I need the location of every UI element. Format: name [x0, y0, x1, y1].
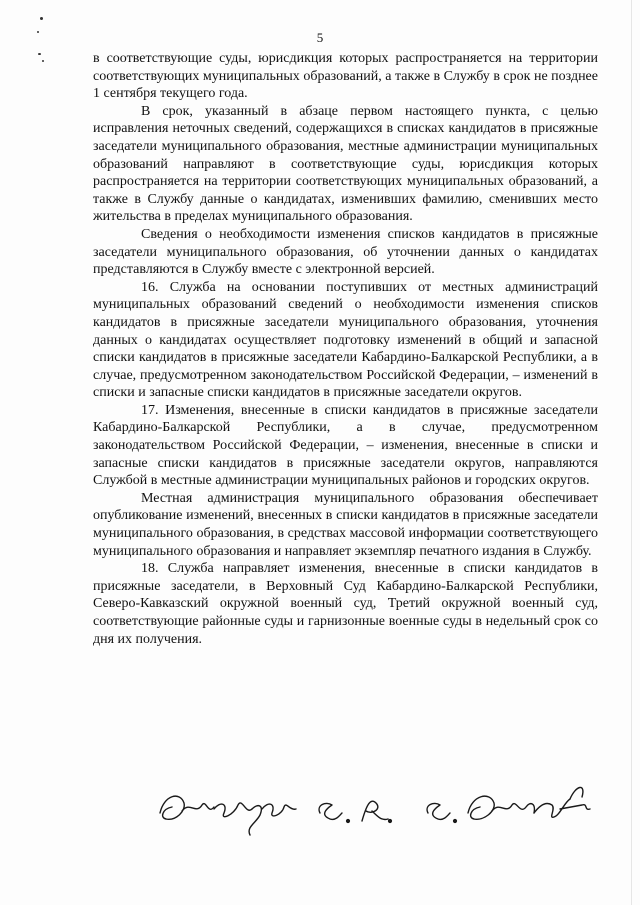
scan-speck [40, 17, 43, 20]
paragraph: 18. Служба направляет изменения, внесенные в списки кандидатов в присяжные заседатели, в Верховный Суд Кабардино-Балкарской Республики, Северо-Кавказский окружной военный суд, Третий окружной военный суд, соответствующие районные суды и гарнизонные военные суды в недельный срок со дня их получения. [93, 561, 598, 647]
scan-speck [38, 53, 41, 55]
paragraph: 16. Служба на основании поступивших от местных администраций муниципальных образований сведений о необходимости изменения списков кандидатов в присяжные заседатели муниципального образования, уточнения данных о кандидатах осуществляет подготовку изменений в общий и запасной списки кандидатов в присяжные заседатели Кабардино-Балкарской Республики, а в случае, предусмотренном законодательством Российской Федерации, – изменений в списки и запасные списки кандидатов в присяжные заседатели округов. [93, 279, 598, 401]
paragraph: В срок, указанный в абзаце первом настоящего пункта, с целью исправления неточных сведений, содержащихся в списках кандидатов в присяжные заседатели муниципального образования, местные администрации муниципальных образований направляют в соответствующие суды, юрисдикция которых распространяется на территории соответствующих муниципальных образований, а также в Службу данные о кандидатах, изменивших фамилию, сменивших место жительства в пределах муниципального образования. [93, 103, 598, 225]
paragraph: в соответствующие суды, юрисдикция которых распространяется на территории соответствующих муниципальных образований, а также в Службу в срок не позднее 1 сентября текущего года. [93, 51, 598, 102]
scan-edge [631, 0, 632, 905]
document-body [93, 50, 598, 648]
scan-speck [42, 60, 44, 62]
paragraph: Сведения о необходимости изменения списков кандидатов в присяжные заседатели муниципального образования, об уточнении данных о кандидатах представляются в Службу вместе с электронной версией. [93, 226, 598, 278]
handwritten-signature [150, 775, 620, 845]
paragraph: Местная администрация муниципального образования обеспечивает опубликование изменений, внесенных в списки кандидатов в присяжные заседатели муниципального образования, в средствах массовой информации соответствующего муниципального образования и направляет экземпляр печатного издания в Службу. [93, 490, 598, 559]
page-number: 5 [316, 30, 324, 45]
paragraph: 17. Изменения, внесенные в списки кандидатов в присяжные заседатели Кабардино-Балкарской Республики, а в случае, предусмотренном законодательством Российской Федерации, – изменения, внесенные в списки и запасные списки кандидатов в присяжные заседатели округов, направляются Службой в местные администрации муниципальных районов и городских округов. [93, 402, 598, 489]
